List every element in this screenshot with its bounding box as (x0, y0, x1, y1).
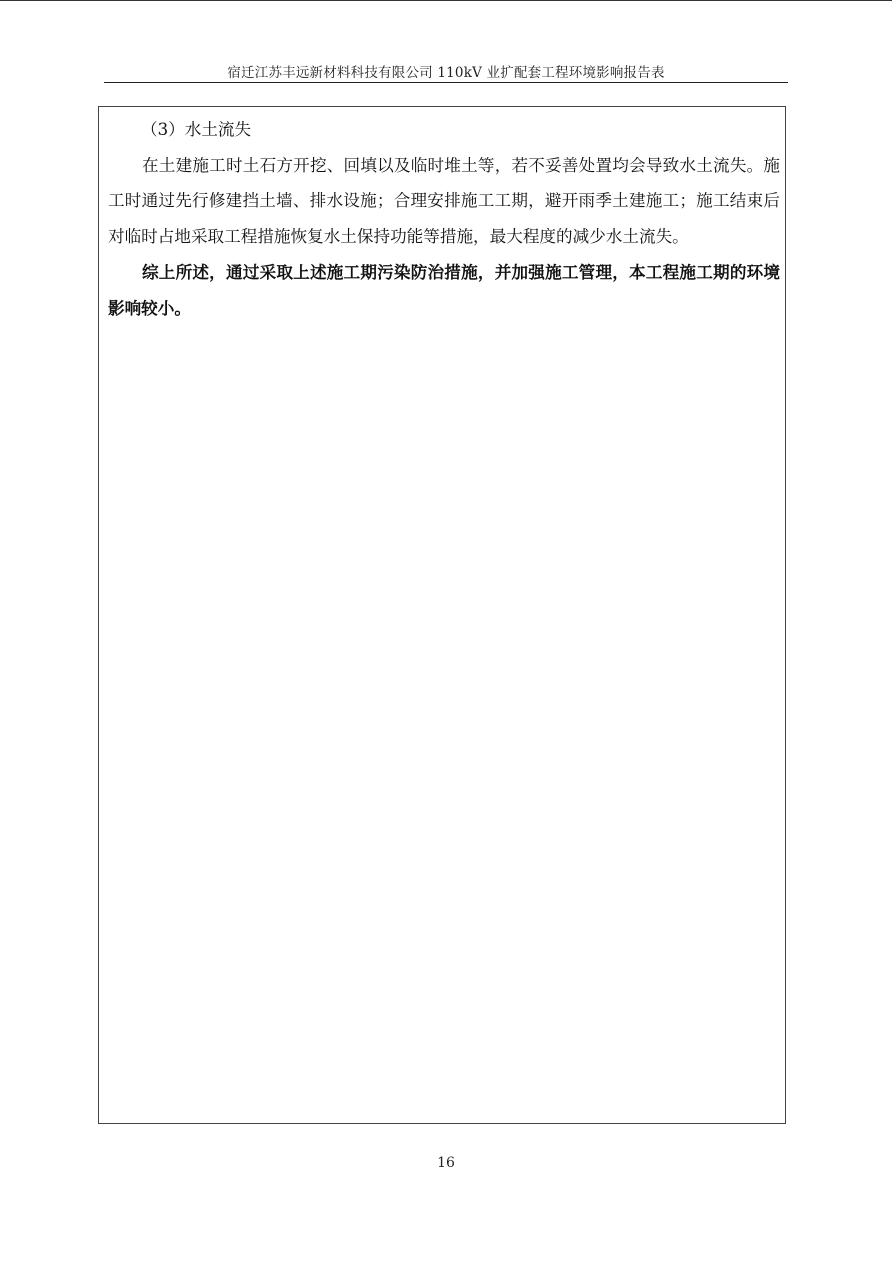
section-heading-soil-erosion: （3）水土流失 (141, 120, 252, 139)
document-header-title: 宿迁江苏丰远新材料科技有限公司 110kV 业扩配套工程环境影响报告表 (227, 65, 665, 81)
soil-erosion-paragraph: 在土建施工时土石方开挖、回填以及临时堆土等，若不妥善处置均会导致水土流失。施工时通过先行修建挡土墙、排水设施；合理安排施工工期，避开雨季土建施工；施工结束后对临时占地采取工程措施恢复水土保持功能等措施，最大程度的减少水土流失。 (108, 155, 780, 246)
header-rule (104, 82, 788, 83)
content-body (108, 112, 780, 326)
conclusion-paragraph: 综上所述，通过采取上述施工期污染防治措施，并加强施工管理，本工程施工期的环境影响较小。 (108, 262, 780, 318)
page-top-border (0, 0, 892, 1)
page-number: 16 (437, 1155, 455, 1171)
